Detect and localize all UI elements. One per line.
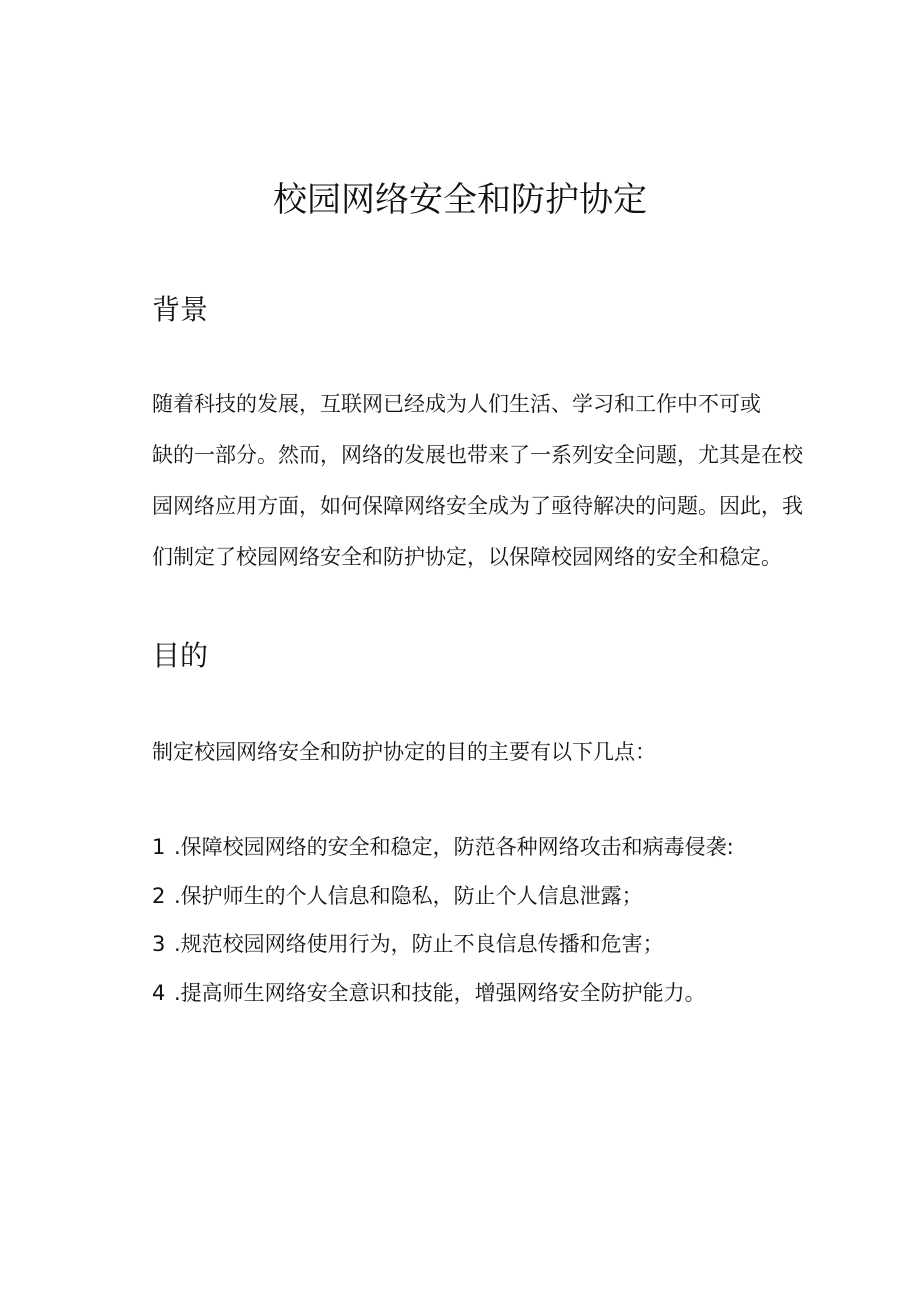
list-item — [152, 823, 832, 872]
paragraph-line: 园网络应用方面，如何保障网络安全成为了亟待解决的问题。因此，我 — [152, 494, 803, 518]
document-title: 校园网络安全和防护协定 — [273, 180, 647, 220]
list-item-number: 1 — [152, 835, 166, 859]
list-item — [152, 872, 832, 921]
list-item-text: .保护师生的个人信息和隐私，防止个人信息泄露； — [174, 883, 643, 908]
list-item-text: .提高师生网络安全意识和技能，增强网络安全防护能力。 — [174, 980, 706, 1005]
list-item-number: 3 — [152, 932, 166, 956]
purpose-list — [152, 823, 832, 1017]
background-paragraph — [152, 379, 822, 583]
paragraph-line: 缺的一部分。然而，网络的发展也带来了一系列安全问题，尤其是在校 — [152, 443, 803, 467]
paragraph-line: 随着科技的发展，互联网已经成为人们生活、学习和工作中不可或 — [152, 392, 761, 416]
list-item-text: .规范校园网络使用行为，防止不良信息传播和危害； — [174, 932, 664, 956]
list-item-text: .保障校园网络的安全和稳定，防范各种网络攻击和病毒侵袭: — [174, 835, 734, 859]
list-item — [152, 920, 832, 969]
list-item — [152, 969, 832, 1018]
paragraph-line: 们制定了校园网络安全和防护协定，以保障校园网络的安全和稳定。 — [152, 545, 782, 569]
section-heading-purpose: 目的 — [152, 639, 209, 672]
purpose-intro: 制定校园网络安全和防护协定的目的主要有以下几点： — [152, 740, 656, 764]
section-heading-background: 背景 — [152, 293, 209, 326]
list-item-number: 2 — [152, 883, 166, 908]
list-item-number: 4 — [152, 980, 166, 1005]
